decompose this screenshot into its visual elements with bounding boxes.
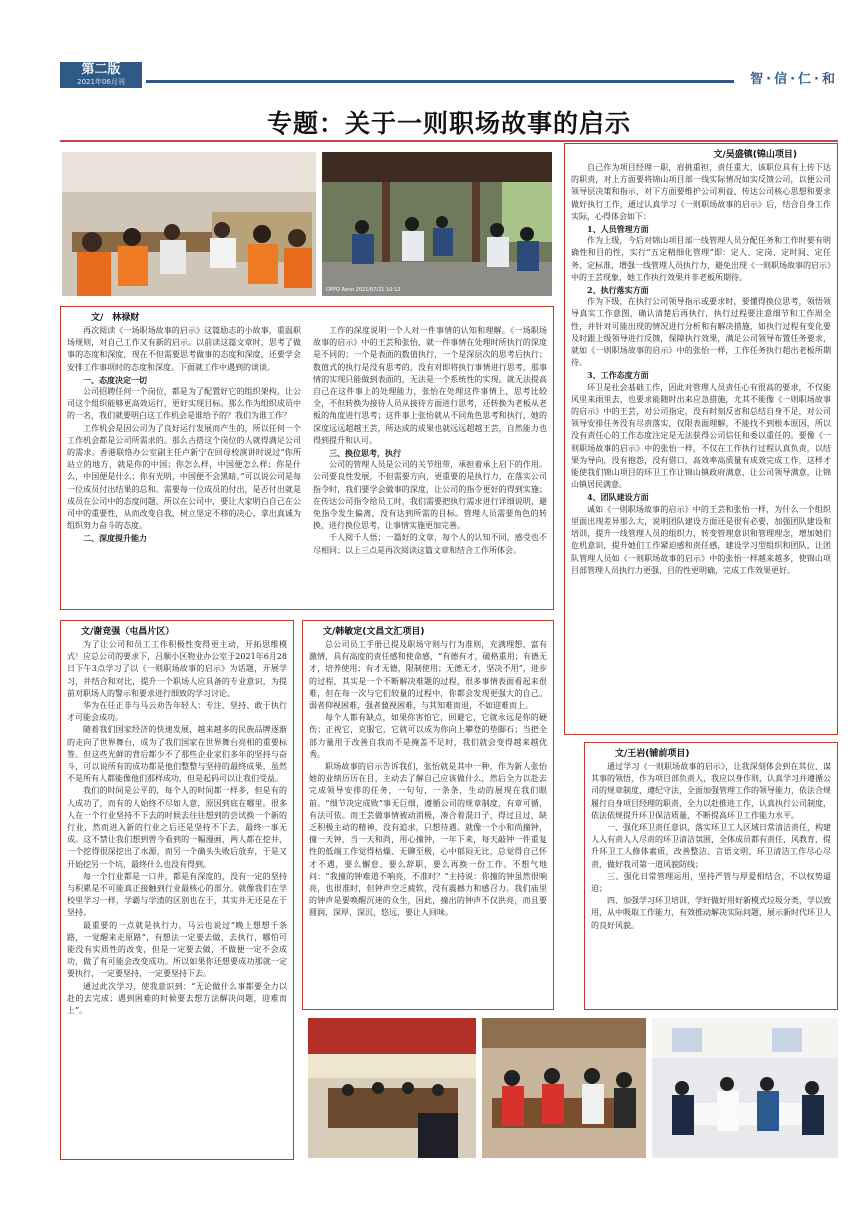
header-divider (146, 80, 734, 83)
paragraph: 四、加强学习环卫培训，学好做好用好新模式垃圾分类，学以致用，从中吸取工作能力，有效推动解决实际问题，展示新时代环卫人的良好风貌。 (591, 896, 831, 930)
paragraph: 每个人都有缺点，如果你害怕它，回避它，它就永远是你的硬伤；正视它，克服它，它就可以成为你向上攀登的垫脚石；当把全部力量用于改善自我而不是掩盖不足时，我们就会变得越来越优秀。 (309, 713, 547, 759)
motto: 智·信·仁·和 (750, 72, 838, 87)
article-wu (564, 143, 838, 735)
paragraph: 每一个行业都是一口井，都是有深度的，没有一定的坚持与积累是不可能真正接触到行业最核心的部分。就像我们在学校里学习一样，学霸与学渣的区别也在于，其实并无还是在于坚持。 (67, 871, 287, 918)
title-divider (60, 140, 838, 142)
subheading: 三、换位思考，执行 (329, 448, 401, 459)
article-han-body (303, 639, 553, 924)
photo-conference-room (308, 1018, 476, 1158)
paragraph: 诚如《一则职场故事的启示》中的王芸和张怡一样，为什么一个组织里面出现差异那么大，说明团队建设方面还是很有必要，加强团队建设和培训，提升一线管理人员的组织力，转变管理意识和管理理念，增加她们危机意识，提升她们工作紧迫感和责任感，建设学习型组织和团队，让团队管理人员如《一则职场故事的启示》中的张怡一样越来越多，使锦山项目部管理人员执行力更强，目的性更明确，完成工作效果更好。 (571, 504, 831, 575)
paragraph: 工作的深度说明一个人对一件事情的认知和理解。《一场职场故事的启示》中的王芸和张怡，就一件事情在处理时所执行的深度是不同的；一个是表面的数值执行，一个是深层次的思考后执行；数值式的执行是没有思考的，没有对即将执行事情进行思考，那事情的实现只能做到表面的，无法是一个系统性的实现。就无法提高自己在这件事上的处理能力，张怡在处理这件事情上，思考比较全，不但转换为接待人员从接待方面进行思考，还转换为老板从老板的角度进行思考；这件事上张怡就从不同角色思考和执行，她的深度远远超越王芸，所达成的成果也就远远超越王芸，自然能力也得到提升和认可。 (313, 326, 547, 445)
paragraph: 自己作为项目经理一职，肩挑重担，责任重大，该职位具有上传下达的职责，对上方面要将锦山项目部一线实际情况如实反馈公司，以便公司领导层决策和指示，对下方面要维护公司利益、传达公司核心思想和要求做好执行工作，通过认真学习《一则职场故事的启示》后，结合自身工作实际，心得体会如下： (571, 163, 831, 221)
paragraph: 环卫是社会基础工作，因此对管理人员责任心有很高的要求，不仅能风里来雨里去，也要求能随时出来应急措施，尤其不能像《一则职场故事的启示》中的王芸，对公司指定，没有时刻反省和总结自身不足，对公司领导安排任务没有尽责落实，仅限表面理解，不能找不到根本原因，所以没有责任心的工作态度注定是无法获得公司信任和委以重任的。要像《一则职场故事的启示》中的张怡一样，不仅在工作执行过程认真负责，以结果为导向，没有抱怨，没有借口，高效率高质量有成效完成工作，这样才能使我们锦山项目的环卫工作让锦山镇政府满意、让公司领导满意，让锦山镇居民满意。 (571, 382, 831, 490)
paragraph: 作为上级，今后对锦山项目部一线管理人员分配任务和工作时要有明确性和目的性，实行“五定精细化管理”即：定人、定岗、定时间、定任务、定标准，增强一线管理人员执行力，避免出现《一则职场故事的启示》中的王芸现象，她工作执行效果并非老板所期待。 (571, 236, 831, 282)
article-wu-body (565, 162, 837, 581)
photo-meeting-workers (62, 152, 316, 296)
byline-xie: 文/谢竞强（屯昌片区） (81, 627, 175, 637)
article-han (302, 620, 554, 1010)
photo-group-discussion (482, 1018, 646, 1158)
paragraph: 一、强化环卫责任意识，落实环卫工人区域日常清洁责任，构建人人有责人人尽责的环卫清洁氛围，全体成员都有责任，风教育，提升环卫工人修体素质，改善整洁、言语文明、环卫清洁工作尽心尽责，做好我司第一道风貌防线； (591, 823, 831, 869)
paragraph: 随着我们国家经济的快速发展，越来越多的民族品牌逐渐的走向了世界舞台，成为了我们国家在世界舞台亮相的重要标签。但这些光鲜的背后都少不了那些企业家们多年的坚持与奋斗，可以说所有的成功都是他们整整与坚持的最终成果，虽然不是所有人都能像他们那样成功，但是起码可以让我们受益。 (67, 725, 287, 784)
edition-label: 第二版 (60, 62, 142, 86)
article-wang (584, 742, 838, 1010)
paragraph: 我们的时间是公平的，每个人的时间都一样多，但是有的人成功了，而有的人始终不尽如人意，原因到底在哪里。很多人在一个行业坚持不下去的时候去往往想到的尝试换一个新的行业，然而进入新的行业之后还是坚持不下去，最终一事无成。这不禁让我们想到曾今看到的一幅漫画，两人都在挖井，一个挖得很深挖出了水源，而另一个确头失败后放弃，于是又开始挖另一个坑，最终什么也没有得到。 (67, 786, 287, 869)
edition-date: 2021年06月刊 (60, 78, 142, 88)
paragraph: 公司的管理人员是公司的关节纽带，承担着承上启下的作用。公司要良性发展，不但需要方向，更重要的是执行力，在落实公司指令时，我们要学会做事的深度，让公司的指令更好的得到实施；在传达公司指令给员工时，我们需要把执行需求进行详细说明，避免指令发生偏离，没有达到所需的目标。管理人员需要角色的转换，进行换位思考，让事情实施更加完善。 (313, 460, 547, 531)
paragraph: 职场故事的启示告诉我们，张怡就是其中一种，作为新人张怡她的业绩历历在目，主动去了解自己应该做什么，然后全力以赴去完成领导安排的任务，一句句，一条条，生动的展现在我们眼前。“细节决定成败”事无巨细，遵循公司的规章制度，有章可循，有法可依。而王芸做事情被动消极，凑合着混日子，得过且过，缺乏积极主动的精神，没有追求，只想待遇。就像一个小和尚撞钟，撞一天钟，当一天和尚，用心撞钟，一年下来，每天敲钟一件重复性的低端工作觉得枯燥、无聊至极，心中郁闷无比，总觉得自己怀才不遇，要么懈怠，要么辞职，要么再换一份工作。不想气地问：“我撞的钟难道不响亮，不准时？”主持说：你撞的钟虽然很响亮，也很准时，但钟声空乏疲软，没有震撼力和感召力。我们庙里的钟声是要唤醒沉迷的众生，因此，撞出的钟声不仅洪亮，而且要圆润，深厚，深沉，悠远，要让人回味。 (309, 762, 547, 918)
article-lin-body (61, 325, 553, 561)
subheading: 一、态度决定一切 (83, 374, 147, 385)
paragraph: 工作机会是因公司为了良好运行发展而产生的，所以任何一个工作机会都是公司所需求的。那么古搭这个岗位的人就得满足公司的需求。香港联络办公室副主任卢新宁在回母校演讲时说过“你所站立的地方，就是你的中国；你怎么样，中国便怎么样；你是什么，中国便是什么；你有光明，中国便不会黑暗。”可以说公司是每一位成员付出结果的总和。需要每一位成员的付出，是否付出就是成员在公司中的态度问题，所以在公司中，要让大家明白自己在公司中的重要性，从而改变自我，树立坚定不移的决心，拿出真诚为组织努力奋斗的态度。 (67, 423, 301, 531)
article-xie-body (61, 639, 293, 1021)
paragraph: 华为在任正非与马云劝告年轻人：专注、坚持、敢于执行才可能会成功。 (67, 701, 287, 723)
article-lin (60, 306, 554, 610)
byline-wu: 文/吴盛镇(锦山项目) (713, 150, 797, 160)
paragraph: 公司招聘任何一个岗位，都是为了配置好它的组织架构，让公司这个组织能够更高效运行，更好实现目标。那么作为组织成员中的一名，我们就要明白这工作机会是谁给予的？我们为谁工作？ (67, 387, 301, 421)
byline-lin: 文/ 林禄财 (91, 313, 140, 323)
paragraph: 最重要的一点就是执行力，马云也说过“晚上想想千条路，一觉醒来走原路”，有想法一定要去做，去执行，哪怕可能没有实质性的改变，但是一定要去做，不做便一定不会成功，做了有可能会改变成功。所以如果你还想要成功那就一定要执行，一定要坚持，一定要坚持下去。 (67, 920, 287, 979)
article-xie (60, 620, 294, 1160)
paragraph: 通过此次学习，使我意识到：“无论做什么事都要全力以赴的去完成；遇到困难的时候要去想方法解决问题，迎难而上”。 (67, 981, 287, 1016)
byline-han: 文/韩敏定(文昌文汇项目) (323, 627, 425, 637)
subheading: 1、人员管理方面 (587, 224, 649, 235)
subheading: 二、深度提升能力 (83, 533, 147, 544)
page-header (60, 62, 838, 86)
article-wang-body (585, 761, 837, 936)
page-title: 专题：关于一则职场故事的启示 (266, 109, 631, 138)
paragraph: 总公司员工手册已提及职场守则与行为准则，充满理想、富有激情，具有高度的责任感和使命感，“有德有才，破格重用；有德无才，培养使用；有才无德，限制使用；无德无才，坚决不用”，进步的过程，其实是一个不断解决难题的过程，很多事情表面看起来很难，但在每一次与它们较量的过程中，你都会发现更强大的自己。弱者仰视困难，强者藐视困难，与其知难而退，不如迎难而上。 (309, 640, 547, 711)
subheading: 4、团队建设方面 (587, 492, 649, 503)
paragraph: 千人阅千人悟；一篇好的文章，每个人的认知不同，感受也不尽相同；以上三点是再次阅读这篇文章和结合工作所体会。 (313, 533, 547, 555)
subheading: 2、执行落实方面 (587, 285, 649, 296)
photo-office-meeting (652, 1018, 838, 1158)
paragraph: 再次阅读《一场职场故事的启示》这篇励志的小故事，重温职场规则，对自己工作又有新的启示。以前读这篇文章时，思考了做事的态度和深度，现在不但需要思考做事的态度和深度，还要学会安排工作事项时的态度和深度。下面就工作中遇到的谈谈。 (67, 326, 301, 372)
paragraph: 为了让公司和员工工作积极性变得更主动，开拓思维模式！应总公司的要求下，吕顺小区物业办公室于2021年6月28日下午3点学习了以《一则职场故事的启示》为话题，开展学习，并结合和对比，提升一个职场人应具备的专业意识，为提前对职场人的警示和要求进行细致的学习讨论。 (67, 640, 287, 698)
paragraph: 作为下级，在执行公司领导指示或要求时，要懂得换位思考，领悟领导真实工作意图，确认清楚后再执行，执行过程要注意细节和工作周全性，并针对可能出现的情况进行分析和有解决措施，如执行过程有变化要及时跟上级领导进行反馈，保障执行效果，满足公司领导布置任务要求，就如《一则职场故事的启示》中的张怡一样，工作任务执行超出老板所期待。 (571, 297, 831, 368)
photo-outdoor-pavilion (322, 152, 552, 296)
byline-wang: 文/王岩(铺前项目) (615, 749, 690, 759)
paragraph: 三、强化日常管理运用，坚持严管与厚爱相结合，不以权势逼迫； (591, 871, 831, 894)
photo-watermark: OPPO Reno 2021/07/21 10:12 (326, 287, 401, 293)
subheading: 3、工作态度方面 (587, 370, 649, 381)
paragraph: 通过学习《一则职场故事的启示》，让我深刻体会到在其位、谋其事的领悟，作为项目部负责人，我应以身作则，认真学习并遵循公司的规章制度，遵纪守法，全面加强管理工作的领导能力，依法合规履行自身项目经理的职责，全力以赴推进工作，认真执行公司制度，依法依规提升环卫保洁质量，不断提高环卫工作能力水平。 (591, 762, 831, 820)
